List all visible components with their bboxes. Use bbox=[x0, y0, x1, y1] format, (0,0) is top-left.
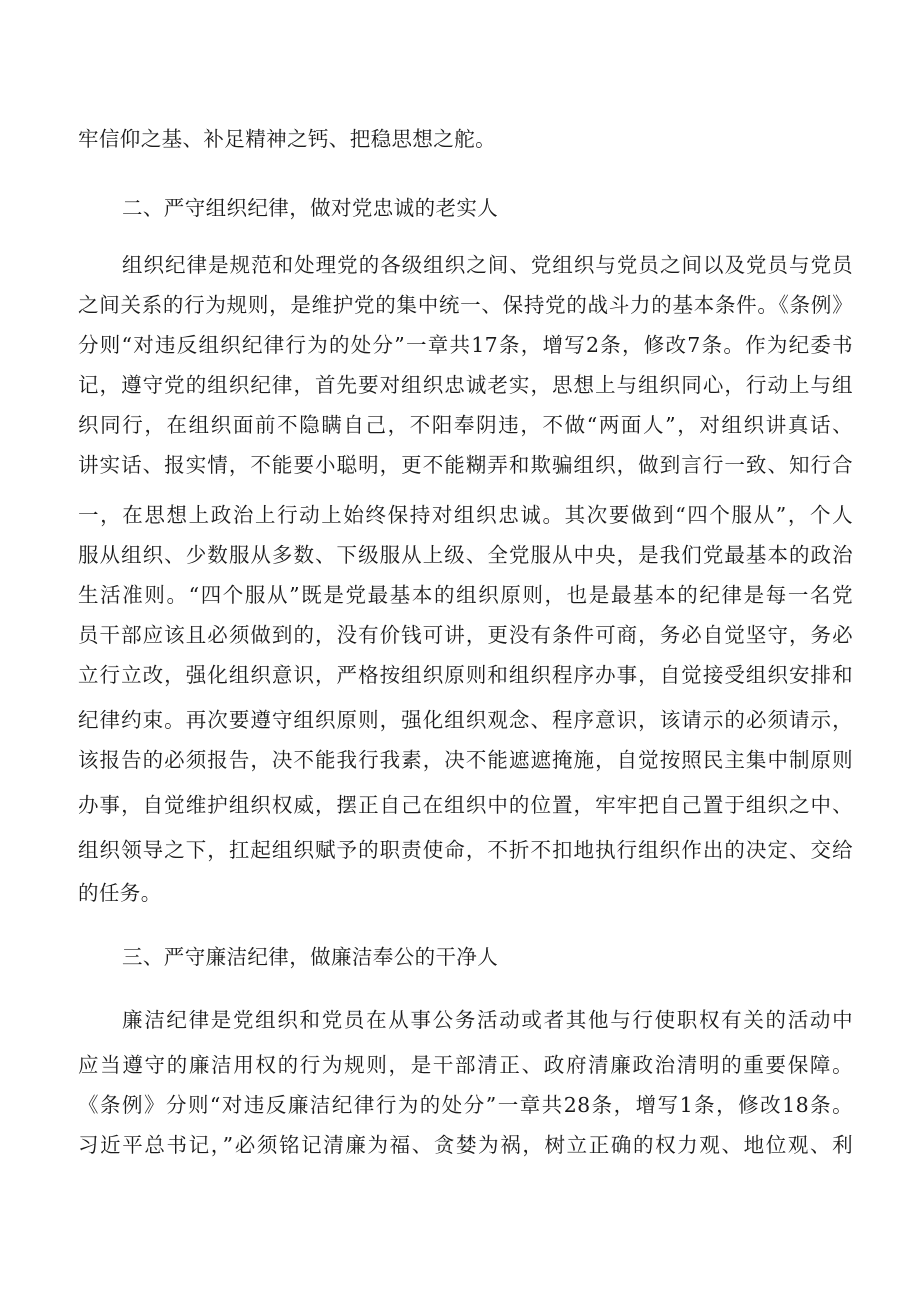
paragraph-line: 记，遵守党的组织纪律，首先要对组织忠诚老实，思想上与组织同心，行动上与组 bbox=[78, 373, 853, 397]
paragraph-line: 分则“对违反组织纪律行为的处分”一章共17条，增写2条，修改7条。作为纪委书 bbox=[78, 333, 853, 357]
paragraph-line: 立行立改，强化组织意识，严格按组织原则和组织程序办事，自觉接受组织安排和 bbox=[78, 663, 853, 687]
paragraph-line: 组织领导之下，扛起组织赋予的职责使命，不折不扣地执行组织作出的决定、交给 bbox=[78, 838, 853, 862]
paragraph-line: 纪律约束。再次要遵守组织原则，强化组织观念、程序意识，该请示的必须请示， bbox=[78, 708, 853, 732]
paragraph-line: 讲实话、报实情，不能要小聪明，更不能糊弄和欺骗组织，做到言行一致、知行合 bbox=[78, 453, 853, 477]
section-heading-3: 三、严守廉洁纪律，做廉洁奉公的干净人 bbox=[122, 945, 499, 969]
paragraph-line: 服从组织、少数服从多数、下级服从上级、全党服从中央，是我们党最基本的政治 bbox=[78, 543, 853, 567]
paragraph-line: 生活准则。“四个服从”既是党最基本的组织原则，也是最基本的纪律是每一名党 bbox=[78, 583, 853, 607]
paragraph-line: 牢信仰之基、补足精神之钙、把稳思想之舵。 bbox=[78, 127, 496, 151]
paragraph-line: 织同行，在组织面前不隐瞒自己，不阳奉阴违，不做“两面人”，对组织讲真话、 bbox=[78, 413, 853, 437]
section-heading-2: 二、严守组织纪律，做对党忠诚的老实人 bbox=[122, 196, 499, 220]
paragraph-line: 《条例》分则“对违反廉洁纪律行为的处分”一章共28条，增写1条，修改18条。 bbox=[78, 1093, 853, 1117]
paragraph-line: 员干部应该且必须做到的，没有价钱可讲，更没有条件可商，务必自觉坚守，务必 bbox=[78, 623, 853, 647]
paragraph-line: 习近平总书记，”必须铭记清廉为福、贪婪为祸，树立正确的权力观、地位观、利 bbox=[78, 1133, 853, 1157]
paragraph-line: 应当遵守的廉洁用权的行为规则，是干部清正、政府清廉政治清明的重要保障。 bbox=[78, 1053, 853, 1077]
paragraph-line: 组织纪律是规范和处理党的各级组织之间、党组织与党员之间以及党员与党员 bbox=[122, 253, 853, 277]
paragraph-line: 之间关系的行为规则，是维护党的集中统一、保持党的战斗力的基本条件。《条例》 bbox=[78, 293, 853, 317]
paragraph-line: 的任务。 bbox=[78, 881, 162, 905]
paragraph-line: 廉洁纪律是党组织和党员在从事公务活动或者其他与行使职权有关的活动中 bbox=[122, 1008, 853, 1032]
paragraph-line: 办事，自觉维护组织权威，摆正自己在组织中的位置，牢牢把自己置于组织之中、 bbox=[78, 793, 853, 817]
paragraph-line: 该报告的必须报告，决不能我行我素，决不能遮遮掩施，自觉按照民主集中制原则 bbox=[78, 748, 853, 772]
paragraph-line: 一，在思想上政治上行动上始终保持对组织忠诚。其次要做到“四个服从”，个人 bbox=[78, 503, 853, 527]
